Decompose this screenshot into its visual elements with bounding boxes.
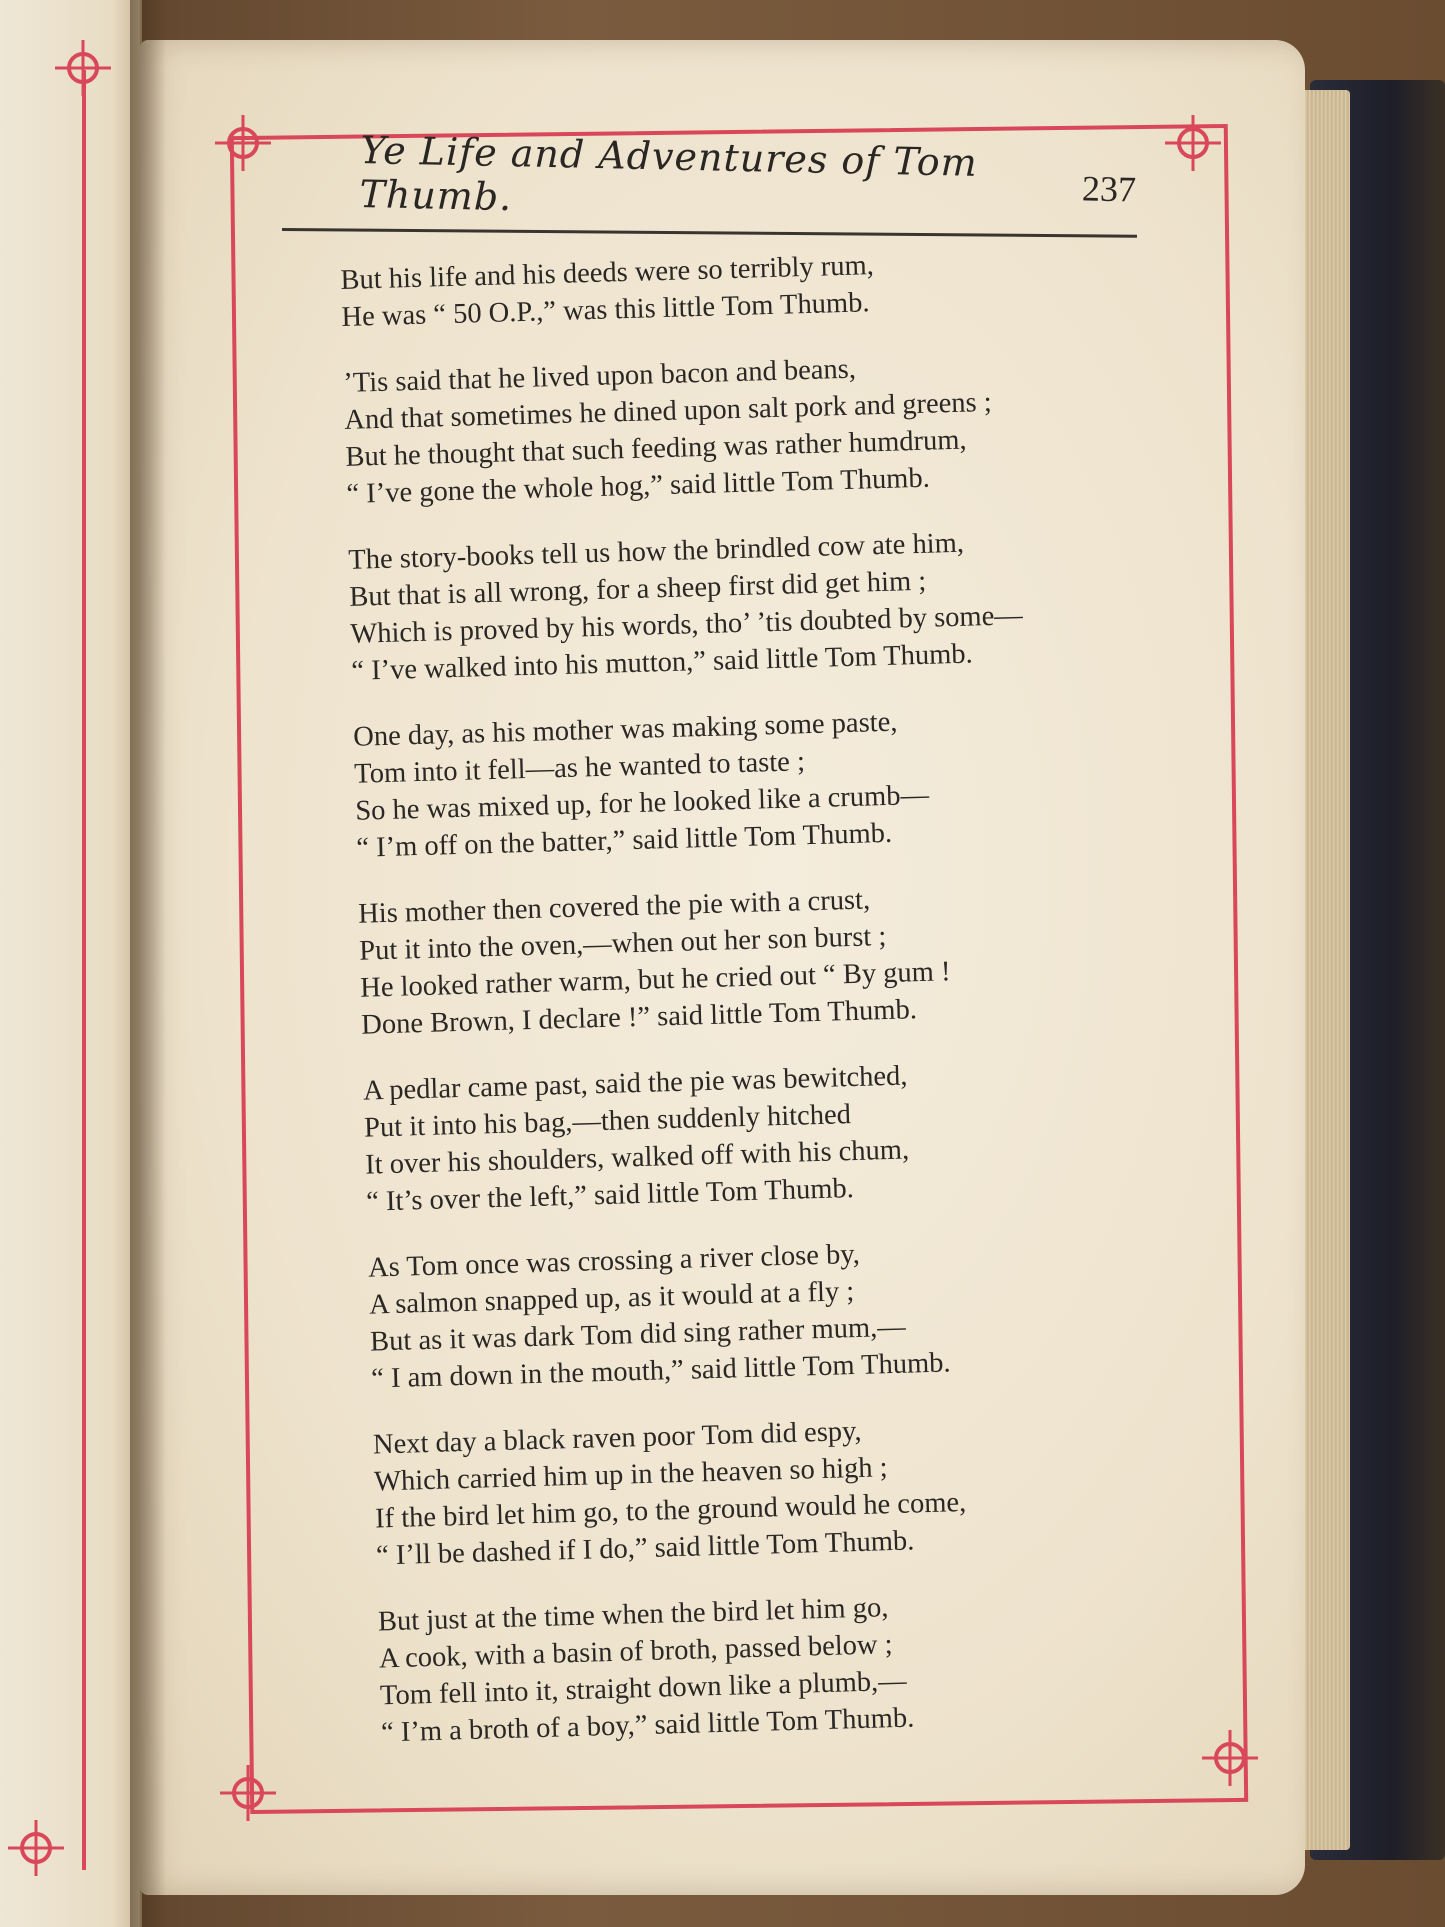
- poem-line: “ I’ve walked into his mutton,” said little Tom Thumb.: [351, 638, 974, 687]
- corner-ornament-icon: [55, 40, 111, 96]
- stanza: [358, 873, 1182, 1044]
- stanza: [343, 342, 1167, 513]
- poem-line: But just at the time when the bird let him go,: [377, 1592, 889, 1638]
- corner-ornament-icon: [1165, 115, 1221, 171]
- poem-line: ’Tis said that he lived upon bacon and beans,: [342, 353, 857, 399]
- poem-line: Put it into his bag,—then suddenly hitched: [363, 1099, 852, 1144]
- spine-shadow: [130, 0, 166, 1927]
- stanza: [368, 1227, 1192, 1398]
- poem-line: A cook, with a basin of broth, passed below ;: [378, 1629, 893, 1675]
- poem-line: “ I’ll be dashed if I do,” said little Tom Thumb.: [375, 1525, 915, 1572]
- poem-line: He looked rather warm, but he cried out “ By gum !: [359, 956, 951, 1004]
- poem-line: Next day a black raven poor Tom did espy,: [372, 1415, 862, 1461]
- left-page: [0, 0, 142, 1927]
- poem-line: But that is all wrong, for a sheep first did get him ;: [348, 565, 927, 613]
- corner-ornament-icon: [220, 1765, 276, 1821]
- poem-line: But his life and his deeds were so terribly rum,: [340, 250, 875, 296]
- poem-line: He was “ 50 O.P.,” was this little Tom Thumb.: [341, 287, 870, 333]
- poem-line: If the bird let him go, to the ground would he come,: [374, 1487, 967, 1535]
- poem-line: Tom fell into it, straight down like a plumb,—: [379, 1665, 908, 1712]
- poem-line: “ I’m off on the batter,” said little Tom Thumb.: [355, 817, 893, 864]
- poem-line: His mother then covered the pie with a crust,: [357, 884, 871, 930]
- stanza: [353, 696, 1177, 867]
- running-title: Ye Life and Adventures of Tom Thumb.: [359, 128, 979, 220]
- poem-line: “ It’s over the left,” said little Tom Thumb.: [365, 1173, 855, 1218]
- poem-line: Put it into the oven,—when out her son burst ;: [358, 921, 887, 967]
- poem-line: Which carried him up in the heaven so high ;: [373, 1452, 888, 1498]
- poem-line: Done Brown, I declare !” said little Tom Thumb.: [360, 994, 918, 1041]
- poem-line: “ I’m a broth of a boy,” said little Tom Thumb.: [380, 1702, 915, 1749]
- poem-line: One day, as his mother was making some paste,: [352, 706, 898, 753]
- stanza: [363, 1050, 1187, 1221]
- left-page-frame-rule: [82, 70, 86, 1870]
- stanza: [373, 1404, 1197, 1575]
- poem-line: “ I am down in the mouth,” said little Tom Thumb.: [370, 1347, 951, 1395]
- poem-line: A pedlar came past, said the pie was bewitched,: [362, 1060, 908, 1107]
- poem-line: But as it was dark Tom did sing rather mum,—: [369, 1311, 907, 1358]
- page-number: 237: [1081, 168, 1137, 210]
- poem-line: Which is proved by his words, tho’ ’tis doubted by some—: [349, 600, 1024, 650]
- poem-line: A salmon snapped up, as it would at a fly ;: [368, 1276, 855, 1321]
- poem-line: It over his shoulders, walked off with his chum,: [364, 1134, 910, 1181]
- corner-ornament-icon: [215, 115, 271, 171]
- poem-line: “ I’ve gone the whole hog,” said little Tom Thumb.: [346, 462, 931, 510]
- poem-line: As Tom once was crossing a river close by,: [367, 1238, 861, 1284]
- poem-line: The story-books tell us how the brindled cow ate him,: [347, 527, 965, 576]
- stanza: [348, 519, 1172, 690]
- corner-ornament-icon: [8, 1820, 64, 1876]
- poem-line: But he thought that such feeding was rather humdrum,: [345, 424, 967, 473]
- poem-line: And that sometimes he dined upon salt pork and greens ;: [343, 386, 993, 436]
- corner-ornament-icon: [1202, 1730, 1258, 1786]
- poem-line: Tom into it fell—as he wanted to taste ;: [353, 746, 806, 790]
- poem-line: So he was mixed up, for he looked like a crumb—: [354, 779, 930, 827]
- stanza: [377, 1581, 1201, 1752]
- poem-body: [340, 239, 1202, 1780]
